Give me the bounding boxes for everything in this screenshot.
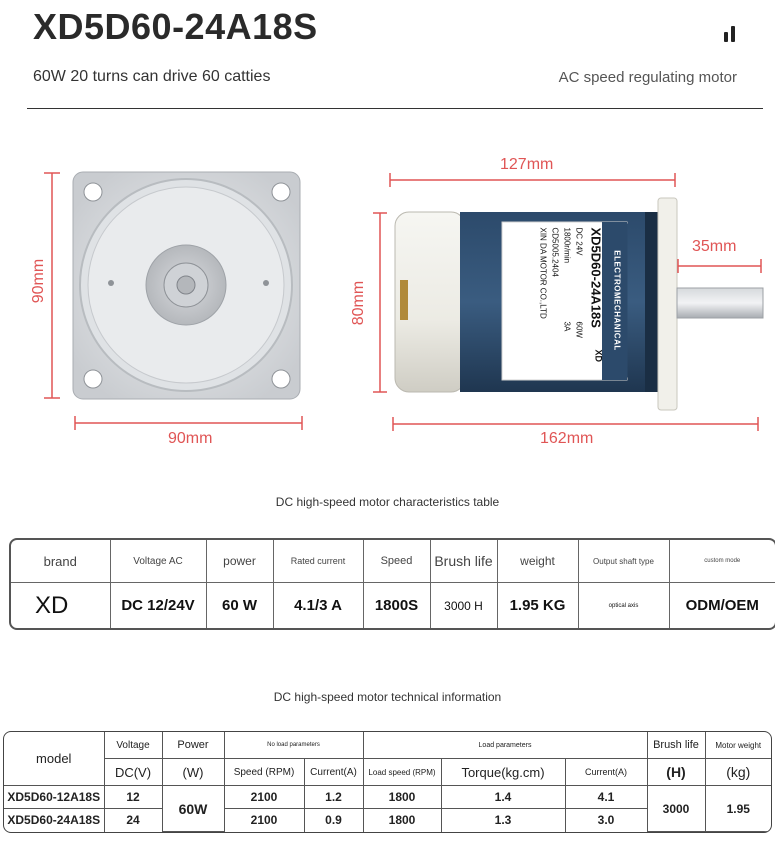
noload-header: No load parameters	[224, 732, 363, 759]
table-row	[4, 786, 771, 809]
load-header: Load parameters	[363, 732, 647, 759]
label-code: CD5005.2404	[550, 227, 560, 277]
side-view-diagram	[340, 140, 775, 460]
table1-value: optical axis	[578, 583, 669, 628]
table1-value: 1800S	[363, 583, 430, 628]
table1-header: weight	[497, 540, 578, 583]
technical-info-table	[3, 731, 772, 833]
table1-header: Rated current	[273, 540, 363, 583]
brush-header: Brush life	[647, 732, 705, 759]
row-torque: 1.3	[441, 809, 565, 832]
table1-value: XD	[11, 583, 110, 628]
label-power: 60W	[574, 321, 584, 338]
table1-value: 1.95 KG	[497, 583, 578, 628]
front-view-diagram	[0, 140, 340, 460]
row-load-speed: 1800	[363, 809, 441, 832]
table1-value: DC 12/24V	[110, 583, 206, 628]
voltage-unit: DC(V)	[104, 759, 162, 786]
load-current-header: Current(A)	[565, 759, 647, 786]
row-speed: 2100	[224, 809, 304, 832]
label-model: XD5D60-24A18S	[588, 227, 604, 328]
row-load-current: 3.0	[565, 809, 647, 832]
table1-value-row	[11, 583, 775, 628]
table1-header: custom mode	[669, 540, 775, 583]
row-load-current: 4.1	[565, 786, 647, 809]
label-voltage: DC 24V	[574, 227, 584, 256]
row-model: XD5D60-12A18S	[4, 786, 104, 809]
power-header: Power	[162, 732, 224, 759]
table1-header: Brush life	[430, 540, 497, 583]
table2-caption: DC high-speed motor technical information	[273, 690, 502, 704]
row-voltage: 12	[104, 786, 162, 809]
table1-value: 4.1/3 A	[273, 583, 363, 628]
row-voltage: 24	[104, 809, 162, 832]
table1-value: 60 W	[206, 583, 273, 628]
weight-value: 1.95	[705, 786, 771, 832]
load-speed-header: Load speed (RPM)	[363, 759, 441, 786]
table1-header: brand	[11, 540, 110, 583]
table1-value: 3000 H	[430, 583, 497, 628]
power-unit: (W)	[162, 759, 224, 786]
table1-header: Output shaft type	[578, 540, 669, 583]
header-divider	[27, 108, 763, 109]
motor-label-text	[503, 222, 628, 380]
shaft-length-label: 35mm	[692, 238, 737, 255]
table1-header-row	[11, 540, 775, 583]
row-load-speed: 1800	[363, 786, 441, 809]
power-value: 60W	[162, 786, 224, 832]
front-width-label: 90mm	[168, 430, 213, 447]
weight-header: Motor weight	[705, 732, 771, 759]
voltage-header: Voltage	[104, 732, 162, 759]
noload-speed-header: Speed (RPM)	[224, 759, 304, 786]
characteristics-table	[9, 538, 775, 630]
label-brand-line: ELECTROMECHANICAL	[606, 224, 628, 378]
noload-current-header: Current(A)	[304, 759, 363, 786]
table1-header: Speed	[363, 540, 430, 583]
front-height-label: 90mm	[30, 258, 47, 304]
label-maker: XIN DA MOTOR CO.,LTD	[538, 227, 548, 319]
label-current: 3A	[562, 321, 572, 332]
length-top-label: 127mm	[500, 156, 554, 173]
weight-unit: (kg)	[705, 759, 771, 786]
table1-header: power	[206, 540, 273, 583]
subtitle-right: AC speed regulating motor	[558, 69, 737, 86]
total-length-label: 162mm	[540, 430, 594, 447]
table1-header: Voltage AC	[110, 540, 206, 583]
brush-value: 3000	[647, 786, 705, 832]
subtitle-left: 60W 20 turns can drive 60 catties	[33, 68, 271, 85]
label-speed: 1800r/min	[562, 227, 572, 264]
row-speed: 2100	[224, 786, 304, 809]
table1-caption: DC high-speed motor characteristics table	[275, 495, 500, 509]
label-logo: XD	[593, 349, 604, 363]
row-torque: 1.4	[441, 786, 565, 809]
front-view-drawing	[0, 140, 340, 460]
brush-unit: (H)	[647, 759, 705, 786]
row-current: 0.9	[304, 809, 363, 832]
model-header: model	[4, 732, 104, 786]
row-current: 1.2	[304, 786, 363, 809]
page-title: XD5D60-24A18S	[33, 6, 318, 47]
body-height-label: 80mm	[350, 280, 367, 326]
table1-value: ODM/OEM	[669, 583, 775, 628]
row-model: XD5D60-24A18S	[4, 809, 104, 832]
signal-icon	[723, 24, 737, 42]
torque-header: Torque(kg.cm)	[441, 759, 565, 786]
